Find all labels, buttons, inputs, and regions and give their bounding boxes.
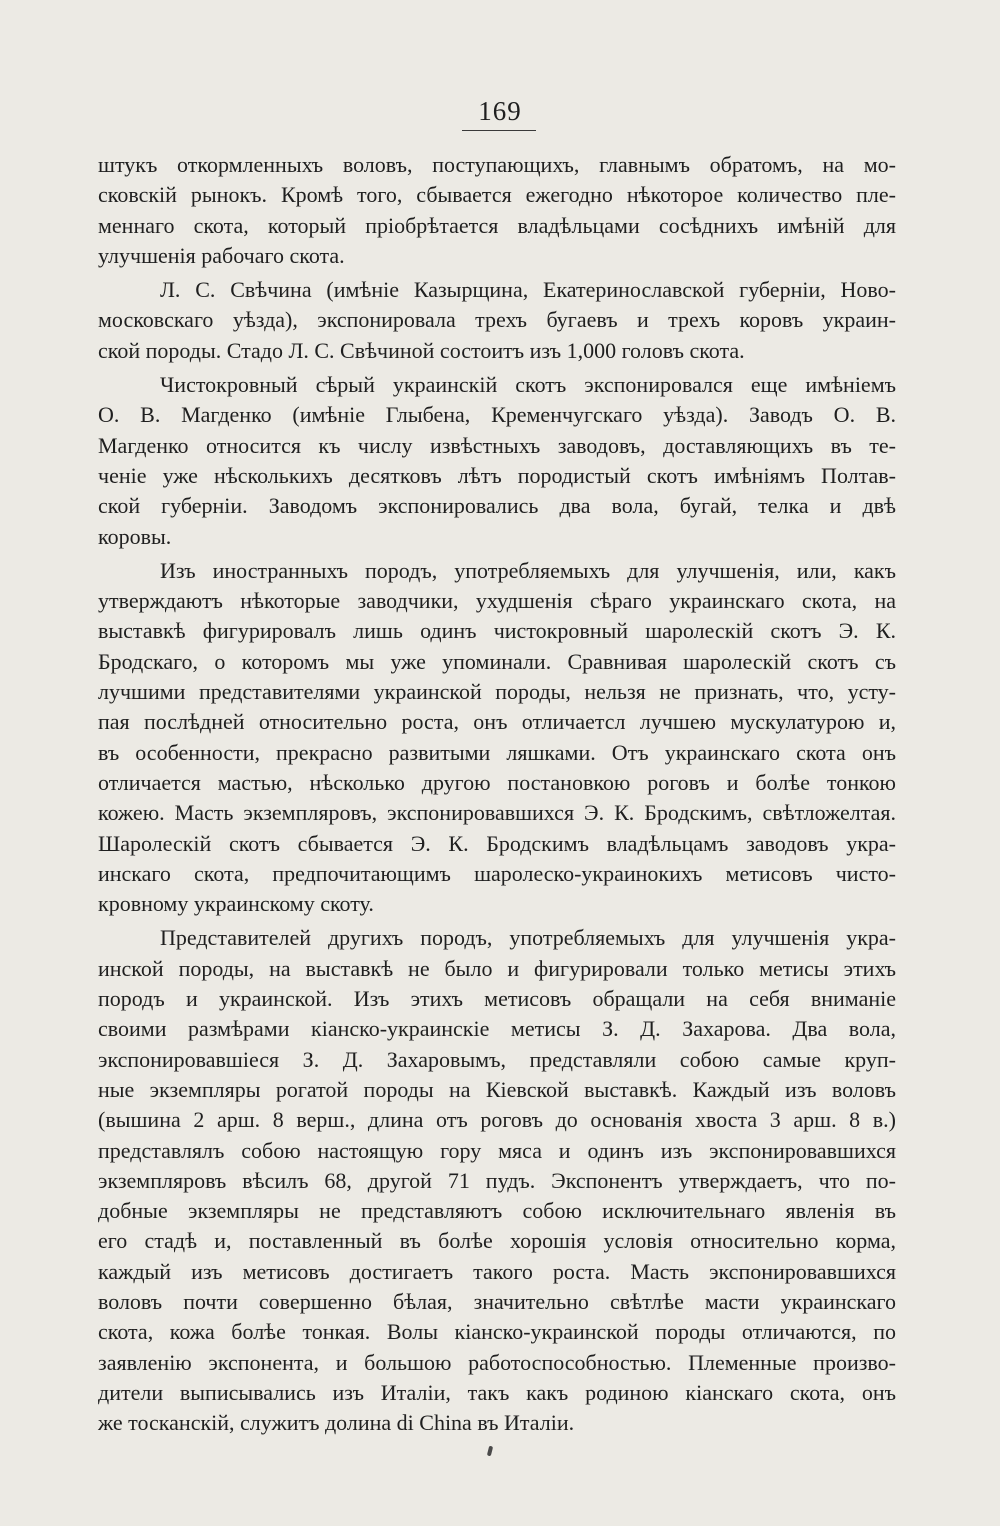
text-line: утверждаютъ нѣкоторые заводчики, ухудшенія сѣраго украинскаго скота, на [98, 588, 896, 614]
text-line: кровному украинскому скоту. [98, 891, 374, 917]
text-line: Представителей другихъ породъ, употребляемыхъ для улучшенія укра- [160, 925, 896, 951]
paragraph [98, 370, 896, 552]
text-line: (вышина 2 арш. 8 верш., длина отъ роговъ до основанія хвоста 3 арш. 8 в.) [98, 1107, 896, 1133]
text-line: Изъ иностранныхъ породъ, употребляемыхъ для улучшенія, или, какъ [160, 557, 896, 583]
text-line: сковскій рынокъ. Кромѣ того, сбывается ежегодно нѣкоторое количество пле- [98, 182, 896, 208]
text-line: скота, кожа болѣе тонкая. Волы кіанско-украинской породы отличаются, по [98, 1319, 896, 1345]
text-line: каждый изъ метисовъ достигаетъ такого роста. Масть экспонировавшихся [98, 1258, 896, 1284]
text-line: Л. С. Свѣчина (имѣніе Казырщина, Екатеринославской губерніи, Ново- [160, 277, 896, 303]
text-line: въ особенности, прекрасно развитыми ляшками. Отъ украинскаго скота онъ [98, 739, 896, 765]
text-line: Чистокровный сѣрый украинскій скотъ экспонировался еще имѣніемъ [160, 372, 896, 398]
text-line: добные экземпляры не представляютъ собою исключительнаго явленія въ [98, 1198, 896, 1224]
text-line: Бродскаго, о которомъ мы уже упоминали. Сравнивая шаролескій скотъ съ [98, 648, 896, 674]
text-line: экземпляровъ вѣсилъ 68, другой 71 пудъ. Экспонентъ утверждаетъ, что по- [98, 1167, 896, 1193]
text-line: меннаго скота, который пріобрѣтается владѣльцами сосѣднихъ имѣній для [98, 212, 896, 238]
text-line: же тосканскій, служитъ долина di Сhіnа въ Италіи. [98, 1410, 575, 1436]
text-line: Шаролескій скотъ сбывается Э. К. Бродскимъ владѣльцамъ заводовъ укра- [98, 830, 896, 856]
text-line: заявленію экспонента, и большою работоспособностью. Племенные произво- [98, 1349, 896, 1375]
body-text [98, 150, 896, 1438]
text-line: О. В. Магденко (имѣніе Глыбена, Кременчугскаго уѣзда). Заводъ О. В. [98, 402, 896, 428]
paragraph [98, 923, 896, 1438]
text-line: улучшенія рабочаго скота. [98, 242, 345, 268]
text-line: Магденко относится къ числу извѣстныхъ заводовъ, доставляющихъ въ те- [98, 432, 896, 458]
text-line: его стадѣ и, поставленный въ болѣе хорошія условія относительно корма, [98, 1228, 896, 1254]
text-line: пая послѣдней относительно роста, онъ отличаетсл лучшею мускулатурою и, [98, 709, 896, 735]
text-line: выставкѣ фигурировалъ лишь одинъ чистокровный шаролескій скотъ Э. К. [98, 618, 896, 644]
text-line: инской породы, на выставкѣ не было и фигурировали только метисы этихъ [98, 955, 896, 981]
text-line: своими размѣрами кіанско-украинскіе метисы З. Д. Захарова. Два вола, [98, 1016, 896, 1042]
text-line: лучшими представителями украинской породы, нельзя не признать, что, усту- [98, 679, 896, 705]
page-number-rule [462, 130, 536, 131]
text-line: дители выписывались изъ Италіи, такъ какъ родиною кіанскаго скота, онъ [98, 1379, 896, 1405]
text-line: отличается мастью, нѣсколько другою постановкою роговъ и болѣе тонкою [98, 769, 896, 795]
text-line: кожею. Масть экземпляровъ, экспонировавшихся Э. К. Бродскимъ, свѣтложелтая. [98, 800, 896, 826]
text-line: ченіе уже нѣсколькихъ десятковъ лѣтъ породистый скотъ имѣніямъ Полтав- [98, 462, 896, 488]
page-number: 169 [478, 96, 522, 126]
paragraph [98, 275, 896, 366]
text-line: коровы. [98, 523, 172, 549]
text-line: ской губерніи. Заводомъ экспонировались два вола, бугай, телка и двѣ [98, 493, 896, 519]
paragraph [98, 150, 896, 271]
ink-speck [487, 1446, 493, 1457]
text-line: московскаго уѣзда), экспонировала трехъ бугаевъ и трехъ коровъ украин- [98, 307, 896, 333]
text-line: экспонировавшіеся З. Д. Захаровымъ, представляли собою самые круп- [98, 1046, 896, 1072]
text-line: штукъ откормленныхъ воловъ, поступающихъ, главнымъ обратомъ, на мо- [98, 152, 896, 177]
text-line: представлялъ собою настоящую гору мяса и одинъ изъ экспонировавшихся [98, 1137, 896, 1163]
text-line: ные экземпляры рогатой породы на Кіевской выставкѣ. Каждый изъ воловъ [98, 1076, 896, 1102]
text-line: инскаго скота, предпочитающимъ шаролеско-украинокихъ метисовъ чисто- [98, 860, 896, 886]
text-line: породъ и украинской. Изъ этихъ метисовъ обращали на себя вниманіе [98, 986, 896, 1012]
text-line: ской породы. Стадо Л. С. Свѣчиной состоитъ изъ 1,000 головъ скота. [98, 337, 745, 363]
text-line: воловъ почти совершенно бѣлая, значительно свѣтлѣе масти украинскаго [98, 1288, 896, 1314]
paragraph [98, 556, 896, 920]
